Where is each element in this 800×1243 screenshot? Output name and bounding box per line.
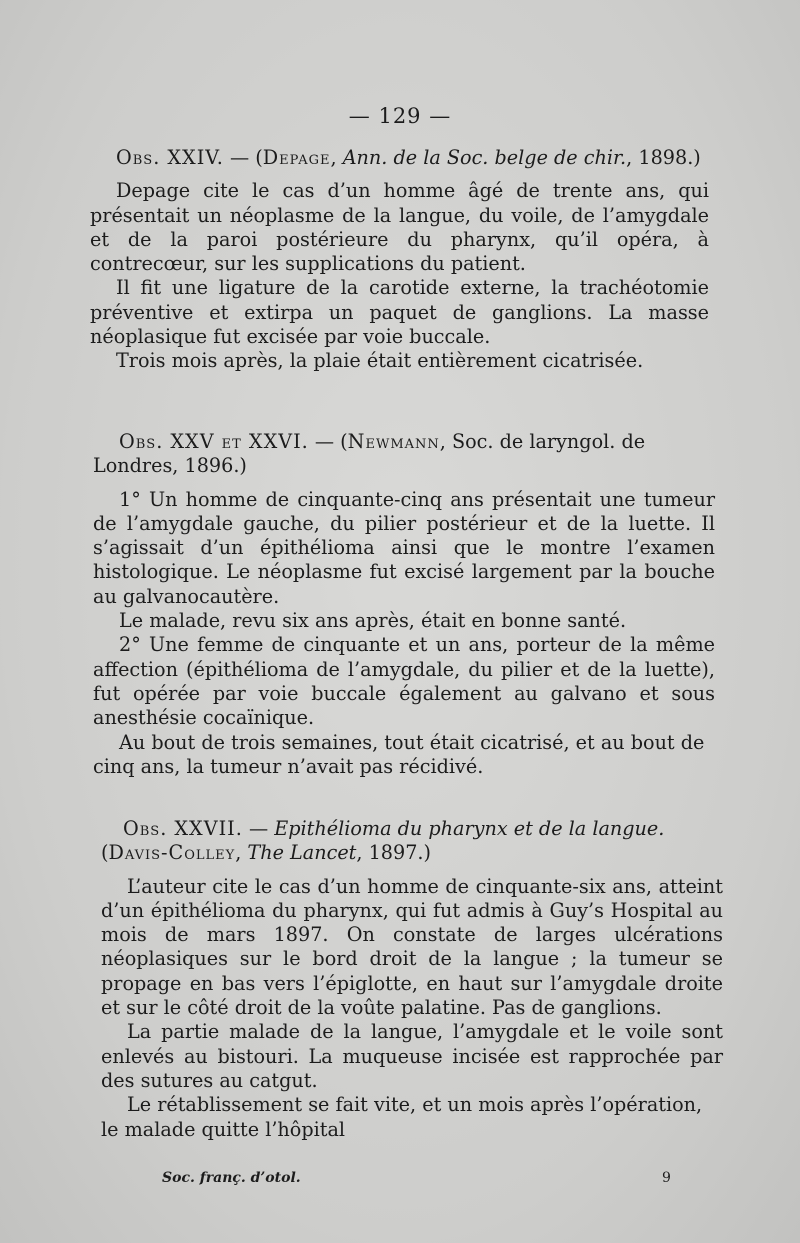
obs-25-author: Newmann <box>347 430 440 453</box>
page-number: — 129 — <box>348 104 452 128</box>
obs-25-paragraph-4: Au bout de trois semaines, tout était cicatrisé, et au bout de cinq ans, la tumeur n’avait pas récidivé. <box>93 730 705 778</box>
obs-27-heading: Obs. XXVII. — Epithélioma du pharynx et de la langue. (Davis-Colley, The Lancet, 1897.) <box>101 817 665 865</box>
obs-24-heading: Obs. XXIV. — (Depage, Ann. de la Soc. belge de chir., 1898.) <box>116 146 701 169</box>
footer-source: Soc. franç. d’otol. <box>162 1170 301 1186</box>
obs-27-paragraph-3: Le rétablissement se fait vite, et un mois après l’opération, le malade quitte l’hôpital <box>101 1093 703 1141</box>
obs-25-source: Soc. de laryngol. de Londres, 1896.) <box>93 430 646 478</box>
obs-25-label: Obs. XXV et XXVI. <box>119 430 309 453</box>
obs-25-26-section <box>93 430 715 779</box>
obs-24-section <box>90 146 709 374</box>
obs-24-journal: Ann. de la Soc. belge de chir. <box>342 146 627 169</box>
obs-24-author: Depage <box>262 146 331 169</box>
obs-24-dash: — <box>230 146 250 169</box>
obs-27-journal: The Lancet <box>247 841 357 865</box>
obs-24-paragraph-2: Il fit une ligature de la carotide externe, la trachéotomie préventive et extirpa un paquet de ganglions. La masse néoplasique fut excisée par voie buccale. <box>90 276 709 349</box>
obs-27-section <box>101 817 723 1142</box>
obs-25-paragraph-3: 2° Une femme de cinquante et un ans, porteur de la même affection (épithélioma de l’amygdale, du pilier et de la luette), fut opérée par voie buccale également au galvano et sous anesthésie cocaïnique. <box>93 633 715 730</box>
obs-27-dash: — <box>248 817 269 840</box>
footer-signature: 9 <box>662 1170 671 1186</box>
obs-27-paragraph-2: La partie malade de la langue, l’amygdale et le voile sont enlevés au bistouri. La muqueuse incisée est rapprochée par des sutures au catgut. <box>101 1020 723 1092</box>
obs-27-year: 1897.) <box>368 841 432 865</box>
obs-27-paragraph-1: L’auteur cite le cas d’un homme de cinquante-six ans, atteint d’un épithélioma du pharynx, qui fut admis à Guy’s Hospital au mois de mars 1897. On constate de larges ulcérations néoplasiques sur le bord droit de la langue ; la tumeur se propage en bas vers l’épiglotte, en haut sur l’amygdale droite et sur le côté droit de la voûte palatine. Pas de ganglions. <box>101 874 723 1020</box>
obs-25-paragraph-2: Le malade, revu six ans après, était en bonne santé. <box>119 609 627 633</box>
obs-24-label: Obs. XXIV. <box>116 146 224 169</box>
obs-24-paragraph-3: Trois mois après, la plaie était entièrement cicatrisée. <box>116 349 644 373</box>
obs-25-dash: — <box>314 430 335 453</box>
obs-25-paragraph-1: 1° Un homme de cinquante-cinq ans présentait une tumeur de l’amygdale gauche, du pilier postérieur et de la luette. Il s’agissait d’un épithélioma ainsi que le montre l’examen histologique. Le néoplasme fut excisé largement par la bouche au galvanocautère. <box>93 487 715 608</box>
obs-27-label: Obs. XXVII. <box>123 817 243 840</box>
obs-24-year: 1898.) <box>638 146 701 169</box>
obs-27-title: Epithélioma du pharynx et de la langue. <box>274 817 665 840</box>
obs-25-heading: Obs. XXV et XXVI. — (Newmann, Soc. de laryngol. de Londres, 1896.) <box>93 430 646 478</box>
obs-27-author: Davis-Colley <box>108 841 236 865</box>
obs-24-paragraph-1: Depage cite le cas d’un homme âgé de trente ans, qui présentait un néoplasme de la langue, du voile, de l’amygdale et de la paroi postérieure du pharynx, qu’il opéra, à contrecœur, sur les supplications du patient. <box>90 179 709 276</box>
